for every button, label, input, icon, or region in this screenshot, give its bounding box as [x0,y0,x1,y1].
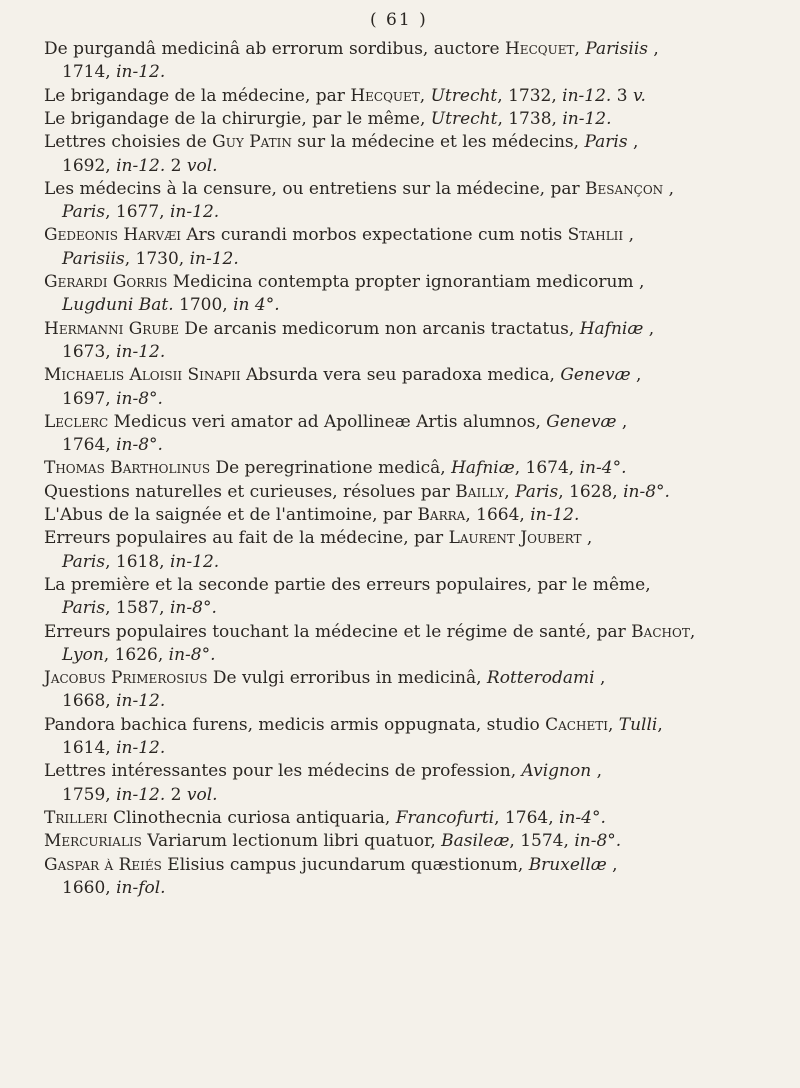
line-text: De arcanis medicorum non arcanis tractatus, [179,318,580,339]
author-name: Stahlii [567,225,624,246]
line-text: Le brigandage de la médecine, par [44,85,351,106]
line-text: Medicus veri amator ad Apollineæ Artis alumnos, [108,411,547,432]
line-text: Erreurs populaires touchant la médecine et le régime de santé, par [44,621,632,642]
italic-text: in-8°. [116,388,163,409]
italic-text: Francofurti [395,807,495,828]
line-text: , [647,39,659,59]
line-text: Lettres intéressantes pour les médecins de profession, [44,761,522,782]
text-line [62,294,280,316]
line-text: , [627,132,639,153]
italic-text: in-12. [116,784,166,805]
italic-text: in-fol. [116,877,166,898]
italic-text: Paris [584,132,628,153]
italic-text: Lyon [62,644,104,665]
line-text: 1668, [62,691,117,712]
line-text: , [606,854,618,875]
text-line [44,807,606,829]
author-name: Jacobus Primerosius [44,668,208,689]
text-line [62,877,166,899]
author-name: Trilleri [44,807,108,828]
author-name: Leclerc [44,411,109,432]
line-text: 1673, [62,341,117,362]
italic-text: vol. [186,155,218,176]
line-text: Ars curandi morbos expectatione cum notis [180,225,568,246]
italic-text: in-4°. [559,807,606,828]
line-text: 3 [611,85,633,106]
line-text: 1614, [62,738,117,758]
author-name: Cacheti [545,714,608,735]
text-line [44,714,663,736]
line-text: Elisius campus jucundarum quæstionum, [161,854,529,875]
text-line [44,178,674,200]
line-text: , 1587, [105,598,170,619]
italic-text: Rotterodami [486,668,595,689]
author-name: Bachot [631,621,690,642]
text-line [44,527,592,549]
italic-text: in-4°. [579,458,627,479]
line-text: , 1664, [465,505,531,525]
italic-text: Bruxellæ [528,854,607,875]
text-line [44,411,627,433]
line-text: , [643,318,655,339]
line-text: 1692, [62,155,117,176]
text-line [44,85,646,107]
line-text: Absurda vera seu paradoxa medica, [240,365,561,386]
text-line [44,457,626,479]
line-text: , [574,39,586,59]
italic-text: Hafniæ [451,458,515,479]
italic-text: in-8°. [623,481,670,502]
line-text: Questions naturelles et curieuses, résolues par [44,481,456,502]
italic-text: in-12. [189,248,239,269]
line-text: Pandora bachica furens, medicis armis oppugnata, studio [44,714,546,735]
author-name: Gerardi Gorris [44,272,168,292]
text-line [44,38,659,60]
line-text: , [630,365,642,386]
line-text: 1660, [62,877,117,898]
text-line [62,644,216,666]
text-line [44,574,651,596]
italic-text: Basileæ [441,831,510,852]
author-name: Hecquet [504,39,575,59]
line-text: , [689,621,696,642]
text-line [62,248,239,270]
italic-text: in-12. [116,738,166,758]
line-text: , [657,714,663,735]
text-line [44,854,618,876]
line-text: Lettres choisies de [44,132,213,153]
author-name: Thomas Bartholinus [44,458,211,479]
italic-text: v. [632,85,646,106]
italic-text: in-12. [116,691,166,712]
line-text: , 1738, [497,108,563,129]
author-name: Laurent Joubert [448,528,582,549]
text-line [44,504,579,526]
line-text: Erreurs populaires au fait de la médecine, par [44,528,449,549]
text-line [62,784,218,806]
line-text: La première et la seconde partie des erreurs populaires, par le même, [44,574,651,595]
italic-text: Paris [62,551,106,572]
line-text: Les médecins à la censure, ou entretiens sur la médecine, par [44,178,585,199]
italic-text: vol. [186,784,218,805]
author-name: Gaspar à Reiés [44,854,162,875]
italic-text: Paris [62,202,106,223]
author-name: Hermanni Grube [44,318,180,339]
author-name: Michaelis Aloisii Sinapii [44,365,241,386]
line-text: De vulgi erroribus in medicinâ, [207,668,487,689]
line-text: De purgandâ medicinâ ab errorum sordibus, auctore [44,39,505,59]
italic-text: in-12. [170,202,220,223]
line-text: , [607,714,619,735]
text-line [44,481,670,503]
line-text: sur la médecine et les médecins, [291,132,585,153]
line-text: , [663,178,674,199]
text-line [44,760,602,782]
text-line [44,830,621,852]
line-text: , [623,225,634,246]
italic-text: Parisiis [62,248,125,269]
line-text: Le brigandage de la chirurgie, par le même, [44,108,431,129]
italic-text: in-12. [562,85,612,106]
italic-text: in-12. [116,62,166,83]
line-text: , 1628, [558,481,624,502]
italic-text: Tulli [618,714,658,735]
italic-text: in-8°. [170,598,217,619]
text-line [44,667,605,689]
text-line [62,434,163,456]
author-name: Besançon [585,178,664,199]
italic-text: Hafniæ [579,318,644,339]
text-line [44,224,634,246]
line-text: Medicina contempta propter ignorantiam medicorum , [167,272,645,292]
line-text: Clinothecnia curiosa antiquaria, [107,807,396,828]
author-name: Barra [417,505,466,525]
italic-text: in-12. [562,108,612,129]
text-line [44,364,641,386]
line-text: , [616,411,628,432]
italic-text: Paris [62,598,106,619]
line-text: 1700, [173,295,234,316]
italic-text: in-12. [116,341,166,362]
line-text: , 1677, [105,202,170,223]
italic-text: in-12. [530,505,580,525]
line-text: 1764, [62,435,117,456]
page-number: ( 61 ) [370,10,428,30]
line-text: , 1626, [103,644,169,665]
italic-text: Utrecht [430,85,498,106]
line-text: Variarum lectionum libri quatuor, [141,831,442,852]
line-text: L'Abus de la saignée et de l'antimoine, par [44,505,418,525]
line-text: , 1732, [497,85,563,106]
author-name: Hecquet [350,85,420,106]
text-line [62,201,219,223]
line-text: , [594,668,606,689]
italic-text: in-12. [116,155,166,176]
italic-text: Utrecht [430,108,498,129]
italic-text: Lugduni Bat. [62,295,174,316]
italic-text: in-8°. [168,644,216,665]
line-text: , [504,481,516,502]
line-text: 1697, [62,388,117,409]
text-line [62,551,219,573]
italic-text: in-8°. [574,831,622,852]
text-line [62,61,165,83]
text-line [44,318,654,340]
author-name: Guy Patin [212,132,292,153]
text-line [62,155,218,177]
line-text: 2 [165,155,187,176]
line-text: , [591,761,603,782]
text-line [62,737,165,759]
line-text: , 1618, [105,551,170,572]
italic-text: in 4°. [233,295,280,316]
italic-text: Genevæ [546,411,617,432]
text-line [44,271,644,293]
text-line [62,597,217,619]
author-name: Gedeonis Harvæi [44,225,181,246]
line-text: , [581,528,593,549]
italic-text: Genevæ [560,365,631,386]
text-line [44,108,612,130]
author-name: Mercurialis [44,831,142,852]
text-line [62,341,165,363]
line-text: De peregrinatione medicâ, [210,458,452,479]
line-text: , 1574, [509,831,575,852]
author-name: Bailly [455,481,505,502]
text-line [44,131,638,153]
line-text: , [419,85,431,106]
italic-text: Paris [515,481,559,502]
line-text: 1759, [62,784,117,805]
text-line [62,690,165,712]
line-text: , 1674, [514,458,580,479]
italic-text: Avignon [521,761,592,782]
line-text: 1714, [62,62,117,83]
text-line [62,388,163,410]
italic-text: in-8°. [116,435,163,456]
italic-text: in-12. [170,551,220,572]
text-line [44,621,695,643]
italic-text: Parisiis [585,39,648,59]
line-text: , 1730, [124,248,190,269]
line-text: 2 [165,784,187,805]
line-text: , 1764, [494,807,560,828]
